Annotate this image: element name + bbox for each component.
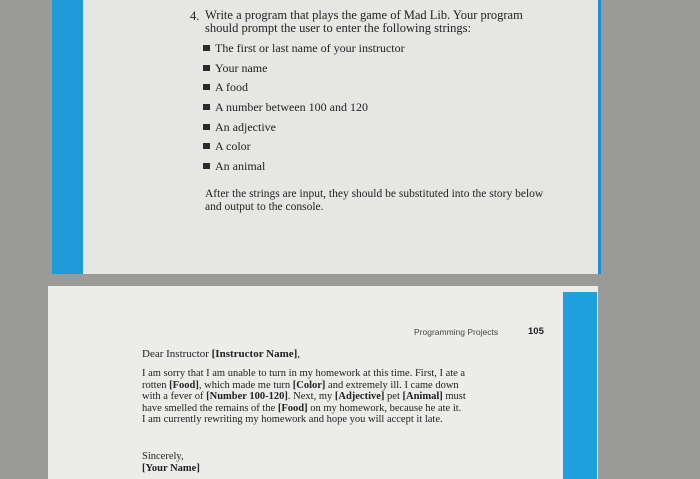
exercise-number: 4. xyxy=(190,9,200,23)
list-item: A number between 100 and 120 xyxy=(203,100,405,120)
field-color: [Color] xyxy=(292,379,326,391)
exercise-prompt: Write a program that plays the game of Mad Lib. Your program should prompt the user to enter the following strings: xyxy=(205,8,523,35)
letter-salutation: Dear Instructor [Instructor Name], xyxy=(142,348,301,360)
page-number: 105 xyxy=(528,326,544,337)
right-blue-margin-bar xyxy=(563,292,597,479)
bullet-square-icon xyxy=(203,124,210,130)
bullet-square-icon xyxy=(203,84,210,90)
bullet-square-icon xyxy=(203,65,210,71)
exercise-instructions: After the strings are input, they should be substituted into the story below and output to the console. xyxy=(205,188,544,213)
field-animal: [Animal] xyxy=(402,391,443,403)
closing-text: Sincerely, xyxy=(142,451,184,462)
list-item: The first or last name of your instructor xyxy=(203,41,405,61)
right-blue-edge xyxy=(598,0,601,274)
field-food: [Food] xyxy=(169,379,199,391)
input-strings-list xyxy=(203,41,405,179)
bullet-square-icon xyxy=(203,143,210,149)
bullet-square-icon xyxy=(203,104,210,110)
field-your-name: [Your Name] xyxy=(142,463,200,474)
bullet-square-icon xyxy=(203,45,210,51)
field-instructor-name: [Instructor Name] xyxy=(211,348,298,360)
list-item: An adjective xyxy=(203,120,405,140)
field-number: [Number 100-120] xyxy=(206,391,288,403)
left-blue-margin-bar xyxy=(52,0,83,274)
letter-closing xyxy=(142,451,200,475)
field-food-2: [Food] xyxy=(277,402,308,414)
list-item: A food xyxy=(203,80,405,100)
list-item: Your name xyxy=(203,61,405,81)
field-adjective: [Adjective] xyxy=(334,391,385,403)
list-item: A color xyxy=(203,139,405,159)
running-head: Programming Projects xyxy=(414,327,499,337)
list-item: An animal xyxy=(203,159,405,179)
letter-body: I am sorry that I am unable to turn in my homework at this time. First, I ate a rotten [Food], which made me turn [Color] and extremely ill. I came down with a fever of [Number 100-120]. Next, my [Adjective] pet [Animal] must have smelled the remains of the [Food] on my homework, because he ate it. I am currently rewriting my homework and hope you will accept it late. xyxy=(142,368,466,426)
bullet-square-icon xyxy=(203,163,210,169)
